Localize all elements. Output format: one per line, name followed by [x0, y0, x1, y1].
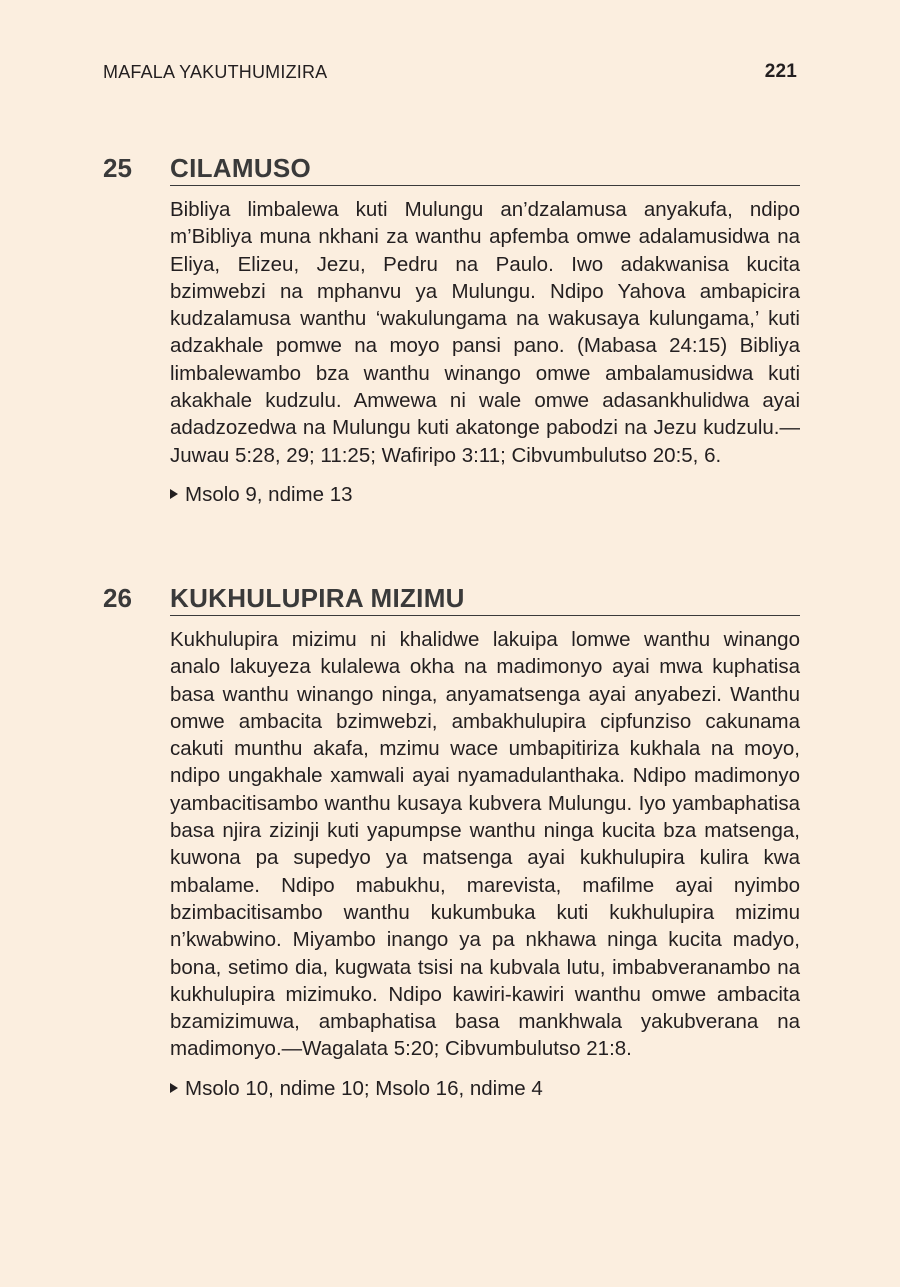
- section-number: 25: [103, 153, 132, 183]
- running-title: MAFALA YAKUTHUMIZIRA: [103, 61, 328, 82]
- section-number: 26: [103, 583, 132, 613]
- page-number: 221: [764, 61, 797, 82]
- cross-reference: [170, 1075, 800, 1102]
- section-25: [103, 152, 800, 508]
- cross-reference-text: Msolo 10, ndime 10; Msolo 16, ndime 4: [185, 1076, 543, 1100]
- triangle-arrow-icon: [170, 1083, 178, 1093]
- section-body: Bibliya limbalewa kuti Mulungu an’dzalamusa anyakufa, ndipo m’Bibliya muna nkhani za wanthu apfemba omwe adalamusidwa na Eliya, Elizeu, Jezu, Pedru na Paulo. Iwo adakwanisa kucita bzimwebzi na mphanvu ya Mulungu. Ndipo Yahova ambapicira kudzalamusa wanthu ‘wakulungama na wakusaya kulungama,’ kuti adzakhale pomwe na moyo pansi pano. (Mabasa 24:15) Bibliya limbalewambo bza wanthu winango omwe ambalamusidwa kuti akakhale kudzulu. Amwewa ni wale omwe adasankhulidwa ayai adadzozedwa na Mulungu kuti akatonge pabodzi na Jezu kudzulu.—Juwau 5:28, 29; 11:25; Wafiripo 3:11; Cibvumbulutso 20:5, 6.: [170, 198, 800, 467]
- cross-reference-text: Msolo 9, ndime 13: [185, 482, 353, 506]
- section-heading: [103, 152, 800, 188]
- section-title: KUKHULUPIRA MIZIMU: [170, 582, 800, 616]
- section-body: Kukhulupira mizimu ni khalidwe lakuipa lomwe wanthu winango analo lakuyeza kulalewa okha na madimonyo ayai mwa kuphatisa basa wanthu winango ninga, anyamatsenga ayai anyabezi. Wanthu omwe ambacita bzimwebzi, ambakhulupira cipfunziso cakunama cakuti munthu akafa, mzimu wace umbapitiriza kukhala na moyo, ndipo ungakhale xamwali ayai nyamadulanthaka. Ndipo madimonyo yambacitisambo wanthu kusaya kubvera Mulungu. Iyo yambaphatisa basa njira zizinji kuti yapumpse wanthu ninga kucita bza matsenga, kuwona pa supedyo ya matsenga ayai kukhulupira kulira kwa mbalame. Ndipo mabukhu, marevista, mafilme ayai nyimbo bzimbacitisambo wanthu kukumbuka kuti kukhulupira mizimu n’kwabwino. Miyambo inango ya pa nkhawa ninga kucita madyo, bona, setimo dia, kugwata tsisi na kubvala lutu, imbabveranambo na kukhulupira mizimuko. Ndipo kawiri-kawiri wanthu omwe ambacita bzamizimuwa, ambaphatisa basa mankhwala yakubverana na madimonyo.—Wagalata 5:20; Cibvumbulutso 21:8.: [170, 628, 800, 1061]
- cross-reference: [170, 481, 800, 508]
- running-head: [103, 58, 797, 86]
- section-26: [103, 582, 800, 1102]
- section-heading: [103, 582, 800, 618]
- section-title: CILAMUSO: [170, 152, 800, 186]
- triangle-arrow-icon: [170, 489, 178, 499]
